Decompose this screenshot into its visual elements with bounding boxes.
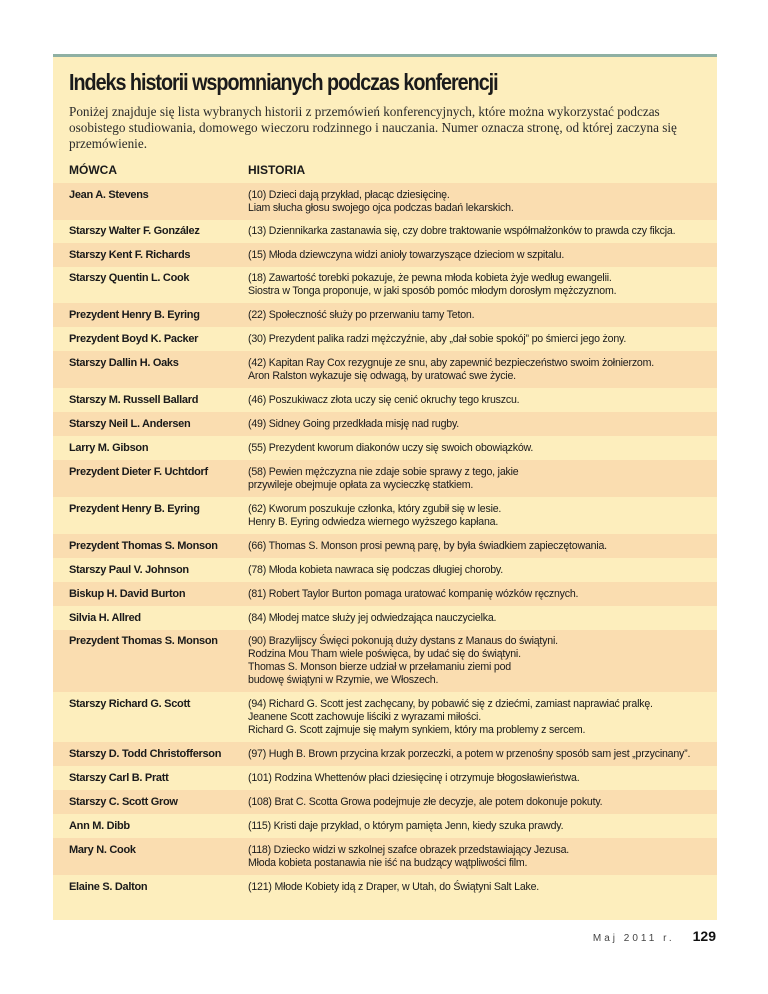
story-line: Młoda kobieta postanawia nie iść na budzący wątpliwości film. [248,857,528,869]
story-line: Henry B. Eyring odwiedza wiernego wyższego kapłana. [248,516,499,528]
speaker-name: Starszy Quentin L. Cook [69,272,190,284]
story-text [248,418,717,431]
table-row [53,497,717,534]
story-text [248,698,717,737]
story-text [248,635,717,687]
table-row [53,534,717,558]
table-row [53,436,717,460]
story-text [248,748,717,761]
speaker-name: Jean A. Stevens [69,189,149,201]
story-text [248,442,717,455]
story-line: (118) Dziecko widzi w szkolnej szafce obrazek przedstawiający Jezusa. [248,844,570,856]
table-row [53,558,717,582]
table-row [53,388,717,412]
story-line: (42) Kapitan Ray Cox rezygnuje ze snu, aby zapewnić bezpieczeństwo swoim żołnierzom. [248,357,654,369]
story-text [248,503,717,529]
story-line: (97) Hugh B. Brown przycina krzak porzeczki, a potem w przenośny sposób sam jest „przycinany”. [248,748,691,760]
story-text [248,820,717,833]
story-text [248,272,717,298]
table-row [53,183,717,220]
story-text [248,612,717,625]
issue-date: Maj 2011 r. [592,933,675,944]
table-row [53,412,717,436]
story-text [248,588,717,601]
speaker-name: Prezydent Henry B. Eyring [69,503,200,515]
page-number: 129 [692,928,716,944]
speaker-name: Prezydent Thomas S. Monson [69,635,218,647]
table-row [53,790,717,814]
story-text [248,844,717,870]
story-line: (84) Młodej matce służy jej odwiedzająca nauczycielka. [248,612,497,624]
story-line: (55) Prezydent kworum diakonów uczy się swoich obowiązków. [248,442,534,454]
speaker-name: Starszy Kent F. Richards [69,249,191,261]
table-header [53,157,717,183]
speaker-name: Starszy Richard G. Scott [69,698,191,710]
story-line: (46) Poszukiwacz złota uczy się cenić okruchy tego kruszcu. [248,394,520,406]
speaker-name: Silvia H. Allred [69,612,141,624]
story-line: (121) Młode Kobiety idą z Draper, w Utah, do Świątyni Salt Lake. [248,881,540,893]
story-line: (10) Dzieci dają przykład, płacąc dziesięcinę. [248,189,450,201]
table-row [53,766,717,790]
table-row [53,351,717,388]
story-text [248,772,717,785]
story-text [248,249,717,262]
speaker-name: Starszy C. Scott Grow [69,796,178,808]
speaker-name: Prezydent Dieter F. Uchtdorf [69,466,208,478]
table-row [53,243,717,267]
speaker-name: Ann M. Dibb [69,820,130,832]
table-row [53,327,717,351]
page-footer [593,928,716,944]
story-line: Siostra w Tonga proponuje, w jaki sposób pomóc młodym dorosłym mężczyznom. [248,285,617,297]
story-line: (66) Thomas S. Monson prosi pewną parę, by była świadkiem zapieczętowania. [248,540,607,552]
table-row [53,814,717,838]
story-text [248,394,717,407]
story-line: przywileje obejmuje opłata za wycieczkę statkiem. [248,479,474,491]
story-text [248,796,717,809]
story-text [248,357,717,383]
story-line: (49) Sidney Going przedkłada misję nad rugby. [248,418,460,430]
speaker-name: Elaine S. Dalton [69,881,148,893]
story-line: (62) Kworum poszukuje członka, który zgubił się w lesie. [248,503,502,515]
speaker-name: Mary N. Cook [69,844,136,856]
speaker-name: Starszy M. Russell Ballard [69,394,199,406]
index-panel [53,54,717,920]
story-line: (15) Młoda dziewczyna widzi anioły towarzyszące dzieciom w szpitalu. [248,249,565,261]
table-row [53,838,717,875]
table-row [53,582,717,606]
story-line: budowę świątyni w Rzymie, we Włoszech. [248,674,439,686]
story-text [248,309,717,322]
table-row [53,220,717,243]
speaker-name: Starszy Neil L. Andersen [69,418,191,430]
speaker-name: Starszy Carl B. Pratt [69,772,169,784]
story-text [248,225,717,238]
story-line: (30) Prezydent palika radzi mężczyźnie, aby „dał sobie spokój” po śmierci jego żony. [248,333,627,345]
speaker-column-header: MÓWCA [69,163,117,177]
speaker-name: Starszy Paul V. Johnson [69,564,189,576]
speaker-name: Prezydent Henry B. Eyring [69,309,200,321]
speaker-name: Biskup H. David Burton [69,588,186,600]
story-line: Aron Ralston wykazuje się odwagą, by uratować swe życie. [248,370,516,382]
speaker-name: Starszy D. Todd Christofferson [69,748,222,760]
table-row [53,460,717,497]
story-line: (90) Brazylijscy Święci pokonują duży dystans z Manaus do świątyni. [248,635,558,647]
story-index-table [53,157,717,899]
table-row [53,630,717,692]
story-line: (13) Dziennikarka zastanawia się, czy dobre traktowanie współmałżonków to prawda czy fikcja. [248,225,676,237]
story-line: Jeanene Scott zachowuje liściki z wyrazami miłości. [248,711,481,723]
story-text [248,564,717,577]
table-row [53,267,717,303]
speaker-name: Larry M. Gibson [69,442,149,454]
story-line: (101) Rodzina Whettenów płaci dziesięcinę i otrzymuje błogosławieństwa. [248,772,580,784]
story-line: (108) Brat C. Scotta Growa podejmuje złe decyzje, ale potem dokonuje pokuty. [248,796,603,808]
story-line: (94) Richard G. Scott jest zachęcany, by pobawić się z dziećmi, zamiast naprawiać pralkę. [248,698,653,710]
table-row [53,742,717,766]
story-text [248,466,717,492]
table-row [53,692,717,742]
page-title: Indeks historii wspomnianych podczas konferencji [69,69,498,95]
story-line: (81) Robert Taylor Burton pomaga uratować kompanię wózków ręcznych. [248,588,579,600]
intro-paragraph: Poniżej znajduje się lista wybranych historii z przemówień konferencyjnych, które można wykorzystać podczas osobistego studiowania, domowego wieczoru rodzinnego i nauczania. Numer oznacza stronę, od której zaczyna się przemówienie. [69,104,677,151]
table-row [53,606,717,630]
story-text [248,881,717,894]
story-line: Richard G. Scott zajmuje się małym synkiem, który ma problemy z sercem. [248,724,586,736]
speaker-name: Prezydent Thomas S. Monson [69,540,218,552]
story-text [248,333,717,346]
story-line: (78) Młoda kobieta nawraca się podczas długiej choroby. [248,564,503,576]
story-line: Liam słucha głosu swojego ojca podczas badań lekarskich. [248,202,514,214]
story-column-header: HISTORIA [248,163,306,177]
table-row [53,875,717,899]
story-line: Rodzina Mou Tham wiele poświęca, by udać się do świątyni. [248,648,521,660]
speaker-name: Starszy Walter F. González [69,225,200,237]
story-text [248,540,717,553]
story-line: (115) Kristi daje przykład, o którym pamięta Jenn, kiedy szuka prawdy. [248,820,564,832]
table-row [53,303,717,327]
story-text [248,189,717,215]
story-line: Thomas S. Monson bierze udział w przełamaniu ziemi pod [248,661,511,673]
speaker-name: Starszy Dallin H. Oaks [69,357,179,369]
speaker-name: Prezydent Boyd K. Packer [69,333,199,345]
story-line: (58) Pewien mężczyzna nie zdaje sobie sprawy z tego, jakie [248,466,519,478]
story-line: (18) Zawartość torebki pokazuje, że pewna młoda kobieta żyje według ewangelii. [248,272,612,284]
story-line: (22) Społeczność służy po przerwaniu tamy Teton. [248,309,475,321]
table-body [53,183,717,899]
